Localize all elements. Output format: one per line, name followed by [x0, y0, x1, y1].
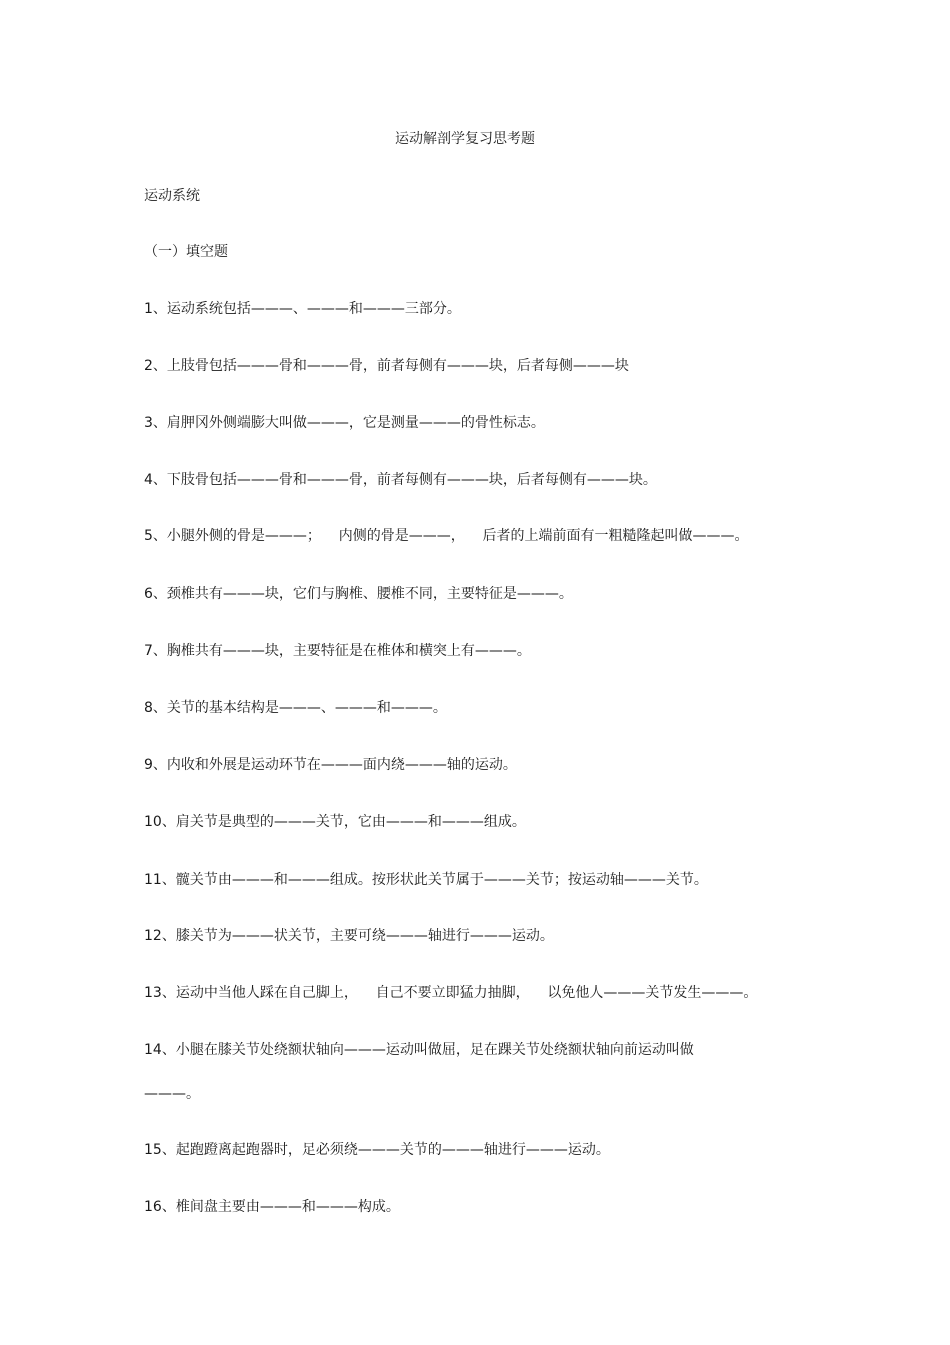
question-15: 15、起跑蹬离起跑器时，足必须绕———关节的———轴进行———运动。 — [144, 1142, 610, 1158]
question-8: 8、关节的基本结构是———、———和———。 — [144, 700, 447, 716]
question-11: 11、髋关节由———和———组成。按形状此关节属于———关节；按运动轴———关节。 — [144, 872, 708, 888]
question-14: 14、小腿在膝关节处绕额状轴向———运动叫做屈，足在踝关节处绕额状轴向前运动叫做 — [144, 1042, 694, 1058]
question-5: 5、小腿外侧的骨是———； 内侧的骨是———， 后者的上端前面有一粗糙隆起叫做———。 — [144, 528, 749, 544]
question-2: 2、上肢骨包括———骨和———骨，前者每侧有———块，后者每侧———块 — [144, 358, 629, 374]
question-1: 1、运动系统包括———、———和———三部分。 — [144, 301, 461, 317]
document-title: 运动解剖学复习思考题 — [395, 131, 535, 147]
question-16: 16、椎间盘主要由———和———构成。 — [144, 1199, 400, 1215]
question-4: 4、下肢骨包括———骨和———骨，前者每侧有———块，后者每侧有———块。 — [144, 472, 657, 488]
question-13: 13、运动中当他人踩在自己脚上， 自己不要立即猛力抽脚， 以免他人———关节发生———。 — [144, 985, 758, 1001]
question-7: 7、胸椎共有———块，主要特征是在椎体和横突上有———。 — [144, 643, 531, 659]
question-10: 10、肩关节是典型的———关节，它由———和———组成。 — [144, 814, 526, 830]
section-heading: 运动系统 — [144, 188, 200, 204]
question-6: 6、颈椎共有———块，它们与胸椎、腰椎不同，主要特征是———。 — [144, 586, 573, 602]
question-14-continuation: ———。 — [144, 1086, 200, 1102]
subsection-heading: （一）填空题 — [144, 244, 228, 260]
question-12: 12、膝关节为———状关节，主要可绕———轴进行———运动。 — [144, 928, 554, 944]
question-9: 9、内收和外展是运动环节在———面内绕———轴的运动。 — [144, 757, 517, 773]
question-3: 3、肩胛冈外侧端膨大叫做———，它是测量———的骨性标志。 — [144, 415, 545, 431]
